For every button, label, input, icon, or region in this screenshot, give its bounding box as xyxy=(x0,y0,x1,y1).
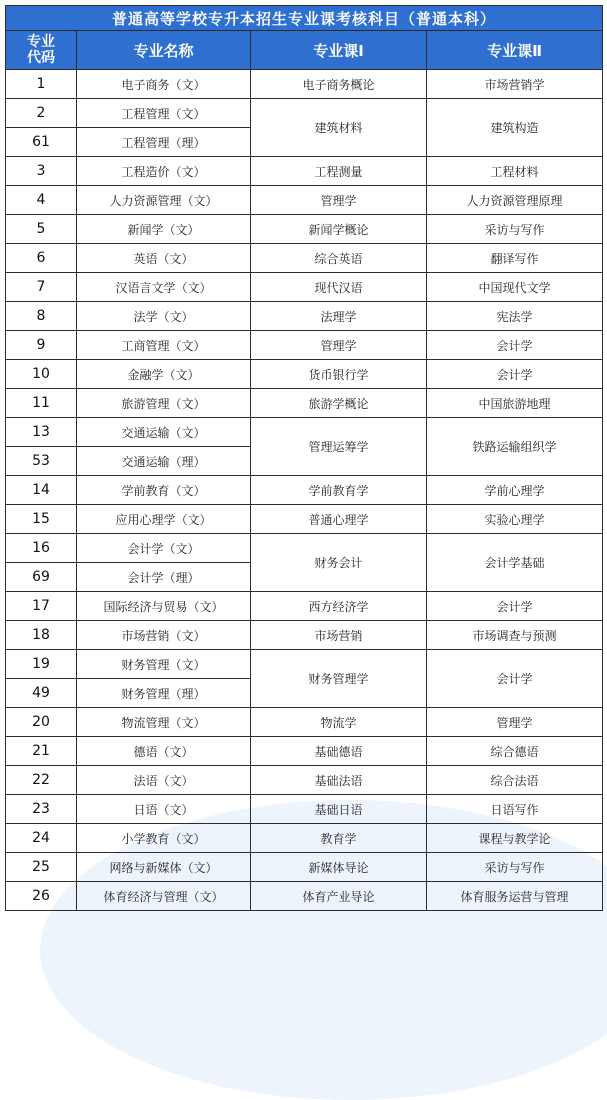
table-row xyxy=(6,418,603,447)
major-code: 8 xyxy=(6,302,77,331)
table-row xyxy=(6,273,603,302)
major-name: 财务管理（文） xyxy=(77,650,251,679)
major-name: 工程造价（文） xyxy=(77,157,251,186)
major-code: 20 xyxy=(6,708,77,737)
table-row xyxy=(6,331,603,360)
header-major-code xyxy=(6,31,77,70)
major-name: 财务管理（理） xyxy=(77,679,251,708)
major-code: 6 xyxy=(6,244,77,273)
course-2: 翻译写作 xyxy=(427,244,603,273)
table-row xyxy=(6,244,603,273)
major-code: 24 xyxy=(6,824,77,853)
exam-subjects-table xyxy=(5,5,603,911)
table-row xyxy=(6,70,603,99)
major-code: 4 xyxy=(6,186,77,215)
course-1: 管理学 xyxy=(251,186,427,215)
table-row xyxy=(6,650,603,679)
major-code: 9 xyxy=(6,331,77,360)
course-2: 铁路运输组织学 xyxy=(427,418,603,476)
course-1: 电子商务概论 xyxy=(251,70,427,99)
course-1: 体育产业导论 xyxy=(251,882,427,911)
course-2: 会计学 xyxy=(427,331,603,360)
course-2: 会计学基础 xyxy=(427,534,603,592)
major-code: 14 xyxy=(6,476,77,505)
major-name: 会计学（理） xyxy=(77,563,251,592)
major-name: 工程管理（文） xyxy=(77,99,251,128)
table-row xyxy=(6,853,603,882)
major-name: 汉语言文学（文） xyxy=(77,273,251,302)
course-1: 西方经济学 xyxy=(251,592,427,621)
major-name: 德语（文） xyxy=(77,737,251,766)
course-1: 管理学 xyxy=(251,331,427,360)
table-row xyxy=(6,215,603,244)
major-name: 电子商务（文） xyxy=(77,70,251,99)
major-code: 1 xyxy=(6,70,77,99)
header-major-code-line1: 专业 xyxy=(27,34,55,50)
course-2: 市场调查与预测 xyxy=(427,621,603,650)
course-2: 采访与写作 xyxy=(427,215,603,244)
course-1: 建筑材料 xyxy=(251,99,427,157)
major-name: 小学教育（文） xyxy=(77,824,251,853)
course-2: 学前心理学 xyxy=(427,476,603,505)
major-name: 物流管理（文） xyxy=(77,708,251,737)
major-name: 旅游管理（文） xyxy=(77,389,251,418)
course-1: 综合英语 xyxy=(251,244,427,273)
table-row xyxy=(6,360,603,389)
table-row xyxy=(6,505,603,534)
course-1: 工程测量 xyxy=(251,157,427,186)
major-name: 法语（文） xyxy=(77,766,251,795)
course-2: 工程材料 xyxy=(427,157,603,186)
major-name: 交通运输（文） xyxy=(77,418,251,447)
course-1: 基础德语 xyxy=(251,737,427,766)
major-code: 22 xyxy=(6,766,77,795)
major-name: 市场营销（文） xyxy=(77,621,251,650)
course-2: 市场营销学 xyxy=(427,70,603,99)
major-code: 19 xyxy=(6,650,77,679)
course-1: 基础日语 xyxy=(251,795,427,824)
major-code: 3 xyxy=(6,157,77,186)
table-row xyxy=(6,621,603,650)
major-code: 10 xyxy=(6,360,77,389)
course-1: 新闻学概论 xyxy=(251,215,427,244)
table-row xyxy=(6,476,603,505)
major-name: 新闻学（文） xyxy=(77,215,251,244)
major-name: 日语（文） xyxy=(77,795,251,824)
major-name: 国际经济与贸易（文） xyxy=(77,592,251,621)
table-row xyxy=(6,882,603,911)
table-header-row xyxy=(6,31,603,70)
header-major-name: 专业名称 xyxy=(77,31,251,70)
course-1: 旅游学概论 xyxy=(251,389,427,418)
major-code: 7 xyxy=(6,273,77,302)
course-1: 普通心理学 xyxy=(251,505,427,534)
major-code: 23 xyxy=(6,795,77,824)
table-body xyxy=(6,70,603,911)
table-row xyxy=(6,795,603,824)
major-code: 61 xyxy=(6,128,77,157)
major-code: 2 xyxy=(6,99,77,128)
course-1: 物流学 xyxy=(251,708,427,737)
major-code: 21 xyxy=(6,737,77,766)
course-2: 实验心理学 xyxy=(427,505,603,534)
table-row xyxy=(6,99,603,128)
course-1: 财务管理学 xyxy=(251,650,427,708)
course-2: 课程与教学论 xyxy=(427,824,603,853)
course-1: 现代汉语 xyxy=(251,273,427,302)
table-row xyxy=(6,824,603,853)
major-code: 5 xyxy=(6,215,77,244)
major-name: 金融学（文） xyxy=(77,360,251,389)
major-code: 17 xyxy=(6,592,77,621)
table-row xyxy=(6,389,603,418)
major-code: 18 xyxy=(6,621,77,650)
major-name: 人力资源管理（文） xyxy=(77,186,251,215)
table-row xyxy=(6,534,603,563)
major-code: 11 xyxy=(6,389,77,418)
course-2: 宪法学 xyxy=(427,302,603,331)
course-1: 法理学 xyxy=(251,302,427,331)
table-title: 普通高等学校专升本招生专业课考核科目（普通本科） xyxy=(6,6,603,31)
table-row xyxy=(6,766,603,795)
course-1: 教育学 xyxy=(251,824,427,853)
header-course-2: 专业课Ⅱ xyxy=(427,31,603,70)
course-2: 体育服务运营与管理 xyxy=(427,882,603,911)
course-1: 管理运筹学 xyxy=(251,418,427,476)
course-1: 新媒体导论 xyxy=(251,853,427,882)
table-row xyxy=(6,302,603,331)
course-2: 综合法语 xyxy=(427,766,603,795)
major-code: 49 xyxy=(6,679,77,708)
course-2: 日语写作 xyxy=(427,795,603,824)
course-1: 财务会计 xyxy=(251,534,427,592)
table-row xyxy=(6,186,603,215)
table-row xyxy=(6,737,603,766)
major-name: 工商管理（文） xyxy=(77,331,251,360)
major-name: 体育经济与管理（文） xyxy=(77,882,251,911)
course-1: 学前教育学 xyxy=(251,476,427,505)
course-1: 市场营销 xyxy=(251,621,427,650)
course-2: 会计学 xyxy=(427,650,603,708)
major-name: 法学（文） xyxy=(77,302,251,331)
major-name: 会计学（文） xyxy=(77,534,251,563)
major-name: 学前教育（文） xyxy=(77,476,251,505)
major-code: 69 xyxy=(6,563,77,592)
major-code: 13 xyxy=(6,418,77,447)
major-name: 网络与新媒体（文） xyxy=(77,853,251,882)
course-1: 基础法语 xyxy=(251,766,427,795)
major-name: 英语（文） xyxy=(77,244,251,273)
major-code: 26 xyxy=(6,882,77,911)
table-title-row xyxy=(6,6,603,31)
course-2: 人力资源管理原理 xyxy=(427,186,603,215)
course-2: 中国现代文学 xyxy=(427,273,603,302)
table-row xyxy=(6,592,603,621)
table-row xyxy=(6,708,603,737)
header-major-code-line2: 代码 xyxy=(27,50,55,66)
course-2: 建筑构造 xyxy=(427,99,603,157)
course-2: 管理学 xyxy=(427,708,603,737)
course-2: 会计学 xyxy=(427,592,603,621)
major-code: 25 xyxy=(6,853,77,882)
course-2: 中国旅游地理 xyxy=(427,389,603,418)
major-name: 应用心理学（文） xyxy=(77,505,251,534)
major-name: 工程管理（理） xyxy=(77,128,251,157)
major-name: 交通运输（理） xyxy=(77,447,251,476)
major-code: 53 xyxy=(6,447,77,476)
table-row xyxy=(6,157,603,186)
course-2: 综合德语 xyxy=(427,737,603,766)
major-code: 16 xyxy=(6,534,77,563)
header-course-1: 专业课Ⅰ xyxy=(251,31,427,70)
course-1: 货币银行学 xyxy=(251,360,427,389)
course-2: 会计学 xyxy=(427,360,603,389)
course-2: 采访与写作 xyxy=(427,853,603,882)
major-code: 15 xyxy=(6,505,77,534)
